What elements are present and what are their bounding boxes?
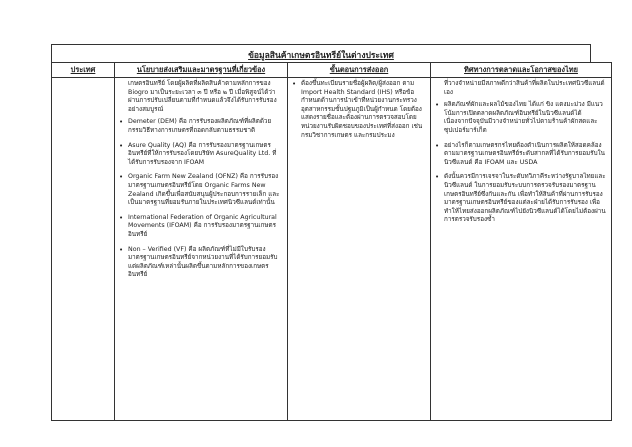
list-item-text: Demeter (DEM) คือ การรับรองผลิตภัณฑ์ที่ผลิตด้วยกรรมวิธีทางการเกษตรที่ถอดกลับตามธรรมชาติ [128, 118, 272, 134]
cell-country [52, 78, 115, 421]
info-table [51, 62, 612, 421]
policy-intro: เกษตรอินทรีย์ โดยผู้ผลิตที่ผลิตสินค้าตามหลักการของ Biogro มาเป็นระยะเวลา ๓ ปี หรือ ๒ ปี เมื่อพิสูจน์ได้ว่าผ่านการปรับเปลี่ยนตามที่กำหนดแล้วจึงได้รับการรับรองอย่างสมบูรณ์ [128, 80, 277, 113]
list-item [119, 118, 283, 135]
list-item-text: Organic Farm New Zealand (OFNZ) คือ การรับรองมาตรฐานเกษตรอินทรีย์โดย Organic Farms New Zealand เกิดขึ้นเพื่อสนับสนุนผู้ประกอบการรายเล็ก และเป็นมาตรฐานที่ยอมรับภายในประเทศนิวซีแลนด์เท่านั้น [128, 173, 280, 207]
bullet-icon: • [119, 213, 124, 222]
cell-policy [115, 78, 288, 421]
list-item [435, 173, 607, 225]
bullet-icon: • [119, 118, 124, 127]
bullet-icon: • [119, 173, 124, 182]
table-row [52, 78, 612, 421]
bullet-icon: • [435, 141, 440, 150]
list-item-text: Asure Quality (AQ) คือ การรับรองมาตรฐานเกษตรอินทรีย์ที่ให้การรับรองโดยบริษัท AsureQuality Ltd. ที่ได้รับการรับรองจาก IFOAM [128, 141, 277, 166]
header-country: ประเทศ [52, 63, 115, 78]
bullet-icon: • [435, 101, 440, 110]
page-title: ข้อมูลสินค้าเกษตรอินทรีย์ในต่างประเทศ [248, 51, 394, 61]
bullet-icon: • [435, 173, 440, 182]
list-item [119, 214, 283, 240]
list-item [292, 80, 426, 140]
list-item [119, 173, 283, 207]
bullet-icon: • [292, 80, 297, 88]
header-policy: นโยบายส่งเสริมและมาตรฐานที่เกี่ยวข้อง [115, 63, 288, 78]
header-row [52, 63, 612, 78]
list-item-text: ผลิตภัณฑ์ผักและผลไม้ของไทย ได้แก่ ขิง แตงมะม่วง มีแนวโน้มการเปิดตลาดผลิตภัณฑ์อินทรีย์ในนิวซีแลนด์ได้ เนื่องจากปัจจุบันมีวางจำหน่ายทั่วไปตามร้านค้าผักสดและซุปเปอร์มาร์เก็ต [444, 101, 603, 134]
market-intro: ที่วางจำหน่ายมีสภาพดีกว่าสินค้าที่ผลิตในประเทศนิวซีแลนด์เอง [444, 80, 605, 96]
list-item-text: อย่างไรก็ตามเกษตรกรไทยต้องดำเนินการผลิตให้สอดคล้องตามมาตรฐานเกษตรอินทรีย์ระดับสากลที่ได้รับการยอมรับในนิวซีแลนด์ คือ IFOAM และ USDA [444, 141, 605, 166]
bullet-icon: • [119, 245, 124, 254]
cell-export-steps [288, 78, 431, 421]
list-item [119, 246, 283, 280]
list-item [119, 142, 283, 168]
header-market-direction: ทิศทางการตลาดและโอกาสของไทย [431, 63, 612, 78]
list-item-text: Non – Verified (VF) คือ ผลิตภัณฑ์ที่ไม่มีใบรับรองมาตรฐานเกษตรอินทรีย์จากหน่วยงานที่ได้รับการยอมรับ แต่ผลิตภัณฑ์เหล่านั้นผลิตขึ้นตามหลักการของเกษตรอินทรีย์ [128, 245, 278, 279]
bullet-icon: • [119, 141, 124, 150]
cell-market-direction [431, 78, 612, 421]
list-item [435, 101, 607, 135]
list-item-text: International Federation of Organic Agricultural Movements (IFOAM) คือ การรับรองมาตรฐานเกษตรอินทรีย์ [128, 213, 277, 238]
header-export-steps: ขั้นตอนการส่งออก [288, 63, 431, 78]
title-row [51, 44, 591, 63]
list-item-text: ดังนั้นควรมีการเจรจาในระดับทวิภาคีระหว่างรัฐบาลไทยและนิวซีแลนด์ ในการยอมรับระบบการตรวจรับรองมาตรฐานเกษตรอินทรีย์ซึ่งกันและกัน เพื่อทำให้สินค้าที่ผ่านการรับรองมาตรฐานเกษตรอินทรีย์ของแต่ละฝ่ายได้รับการรับรอง เพื่อทำให้ไทยส่งออกผลิตภัณฑ์ไปยังนิวซีแลนด์ได้โดยไม่ต้องผ่านการตรวจรับรองซ้ำ [444, 173, 606, 224]
list-item-text: ต้องขึ้นทะเบียนรายชื่อผู้ผลิต/ผู้ส่งออก ตาม Import Health Standard (IHS) หรือข้อกำหนดด้านการนำเข้าที่หน่วยงานกระทรวงอุตสาหกรรมขั้นปฐมภูมิเป็นผู้กำหนด โดยต้องแสดงรายชื่อและต้องผ่านการตรวจสอบโดยหน่วยงานรับผิดชอบของประเทศที่ส่งออก เช่น กรมวิชาการเกษตร และกรมประมง [301, 80, 423, 139]
list-item [435, 142, 607, 168]
